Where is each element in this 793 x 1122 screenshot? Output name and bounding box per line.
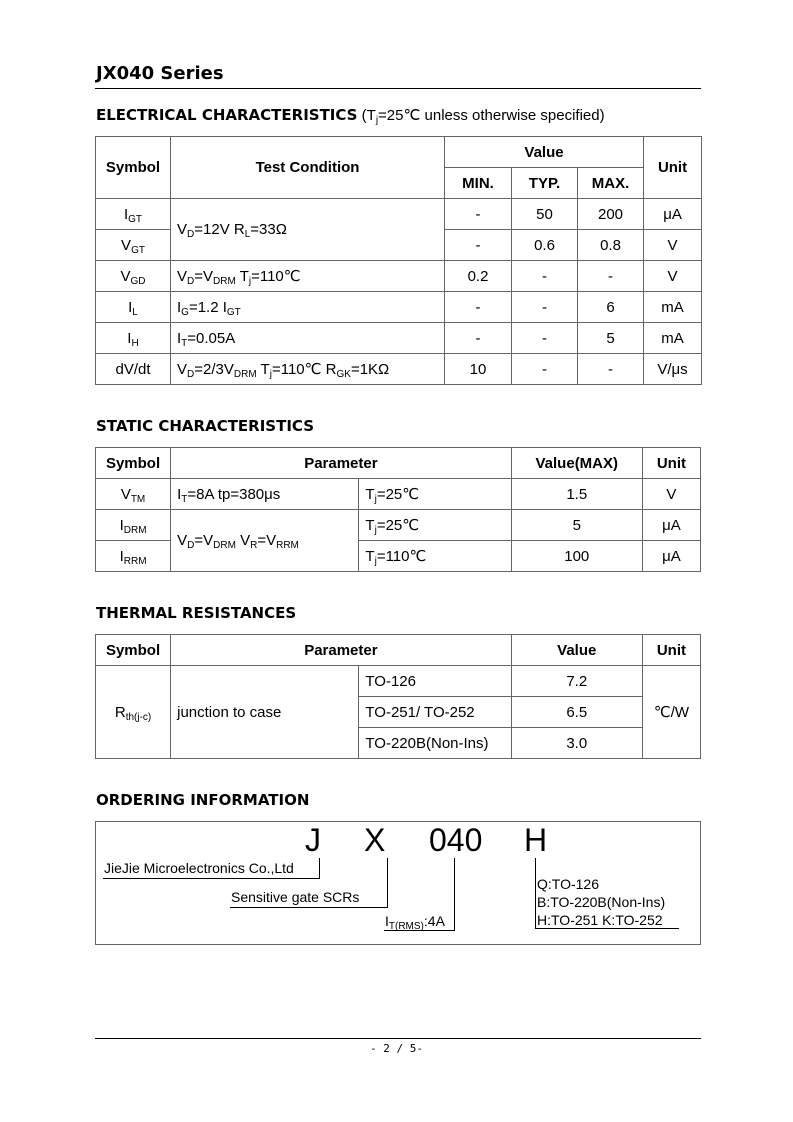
package-option-q: Q:TO-126 <box>537 876 599 892</box>
code-letter-x: X <box>364 822 386 858</box>
code-letter-h: H <box>524 822 548 858</box>
symbol-cell: $I_{RRM}$ <box>96 541 171 572</box>
unit-cell: V <box>644 261 702 292</box>
header-value: Value(MAX) <box>511 448 642 479</box>
max-cell: 200 <box>578 199 644 230</box>
code-number-040: 040 <box>429 822 483 858</box>
header-min: MIN. <box>445 168 512 199</box>
typ-cell: - <box>512 354 578 385</box>
header-typ: TYP. <box>512 168 578 199</box>
type-underline <box>230 907 388 908</box>
temperature-cell: $T_j=25℃$ <box>359 479 511 510</box>
max-cell: 6 <box>578 292 644 323</box>
max-cell: - <box>578 354 644 385</box>
ordering-section-title: ORDERING INFORMATION <box>96 791 310 809</box>
thermal-section-title: THERMAL RESISTANCES <box>96 604 297 622</box>
condition-cell: $V_D=2/3V_{DRM}$ $T_j=110℃$ $R_{GK}=1K\Omega$ <box>171 354 445 385</box>
value-cell: 6.5 <box>511 697 642 728</box>
electrical-title-text: ELECTRICAL CHARACTERISTICS <box>96 106 358 124</box>
table-row <box>96 510 701 541</box>
table-row <box>96 479 701 510</box>
package-cell: TO-220B(Non-Ins) <box>359 728 511 759</box>
max-cell: 0.8 <box>578 230 644 261</box>
company-label: JieJie Microelectronics Co.,Ltd <box>104 860 294 876</box>
code-letter-j: J <box>305 822 321 858</box>
min-cell: - <box>445 323 512 354</box>
condition-cell: $I_T=8A$ tp=380μs <box>171 479 359 510</box>
type-label: Sensitive gate SCRs <box>231 889 360 905</box>
condition-cell: $I_G=1.2$ $I_{GT}$ <box>171 292 445 323</box>
min-cell: - <box>445 199 512 230</box>
header-symbol: Symbol <box>96 448 171 479</box>
table-row <box>96 199 702 230</box>
x-leader-line <box>387 858 388 908</box>
typ-cell: - <box>512 261 578 292</box>
header-unit: Unit <box>642 635 700 666</box>
header-rule <box>95 88 701 89</box>
table-row <box>96 292 702 323</box>
symbol-cell: $V_{GD}$ <box>96 261 171 292</box>
static-table <box>95 447 701 572</box>
unit-cell: μA <box>642 510 700 541</box>
unit-cell: μA <box>644 199 702 230</box>
header-parameter: Parameter <box>171 448 512 479</box>
typ-cell: 0.6 <box>512 230 578 261</box>
electrical-title-note: ($T_j=25℃$ unless otherwise specified) <box>357 107 605 126</box>
typ-cell: 50 <box>512 199 578 230</box>
package-leader-line <box>535 858 536 928</box>
min-cell: 10 <box>445 354 512 385</box>
max-cell: - <box>578 261 644 292</box>
unit-cell: V <box>644 230 702 261</box>
unit-cell: μA <box>642 541 700 572</box>
table-row <box>96 323 702 354</box>
min-cell: 0.2 <box>445 261 512 292</box>
header-unit: Unit <box>642 448 700 479</box>
header-unit: Unit <box>644 137 702 199</box>
table-row <box>96 261 702 292</box>
value-cell: 5 <box>511 510 642 541</box>
thermal-table <box>95 634 701 759</box>
temperature-cell: $T_j=25℃$ <box>359 510 511 541</box>
footer-rule <box>95 1038 701 1039</box>
condition-cell: $V_D=12V$ $R_L=33\Omega$ <box>171 199 445 261</box>
symbol-cell: $I_{DRM}$ <box>96 510 171 541</box>
unit-cell: V/μs <box>644 354 702 385</box>
header-value: Value <box>511 635 642 666</box>
symbol-cell: dV/dt <box>96 354 171 385</box>
symbol-cell: $V_{GT}$ <box>96 230 171 261</box>
current-leader-line <box>454 858 455 930</box>
value-cell: 1.5 <box>511 479 642 510</box>
package-cell: TO-251/ TO-252 <box>359 697 511 728</box>
min-cell: - <box>445 230 512 261</box>
unit-cell: ℃/W <box>642 666 700 759</box>
package-option-h-k: H:TO-251 K:TO-252 <box>537 912 663 928</box>
max-cell: 5 <box>578 323 644 354</box>
header-max: MAX. <box>578 168 644 199</box>
value-cell: 7.2 <box>511 666 642 697</box>
table-row <box>96 354 702 385</box>
package-underline <box>535 928 679 929</box>
header-symbol: Symbol <box>96 635 171 666</box>
electrical-section-title <box>96 106 605 124</box>
header-value: Value <box>445 137 644 168</box>
header-parameter: Parameter <box>171 635 512 666</box>
unit-cell: mA <box>644 292 702 323</box>
current-underline <box>384 930 455 931</box>
package-cell: TO-126 <box>359 666 511 697</box>
unit-cell: mA <box>644 323 702 354</box>
current-label: $I_{T(RMS)}:4A$ <box>385 913 445 932</box>
j-leader-line <box>319 858 320 878</box>
parameter-cell: junction to case <box>171 666 359 759</box>
header-test-condition: Test Condition <box>171 137 445 199</box>
min-cell: - <box>445 292 512 323</box>
symbol-cell: $R_{th(j-c)}$ <box>96 666 171 759</box>
condition-cell: $V_D=V_{DRM}$ $V_R=V_{RRM}$ <box>171 510 359 572</box>
value-cell: 3.0 <box>511 728 642 759</box>
typ-cell: - <box>512 323 578 354</box>
value-cell: 100 <box>511 541 642 572</box>
symbol-cell: $I_{GT}$ <box>96 199 171 230</box>
page-number: - 2 / 5- <box>370 1042 423 1055</box>
symbol-cell: $I_L$ <box>96 292 171 323</box>
unit-cell: V <box>642 479 700 510</box>
symbol-cell: $V_{TM}$ <box>96 479 171 510</box>
typ-cell: - <box>512 292 578 323</box>
series-title: JX040 Series <box>96 63 224 84</box>
temperature-cell: $T_j=110℃$ <box>359 541 511 572</box>
condition-cell: $I_T=0.05A$ <box>171 323 445 354</box>
static-section-title: STATIC CHARACTERISTICS <box>96 417 315 435</box>
electrical-table <box>95 136 702 385</box>
package-option-b: B:TO-220B(Non-Ins) <box>537 894 666 910</box>
table-row <box>96 666 701 697</box>
header-symbol: Symbol <box>96 137 171 199</box>
condition-cell: $V_D=V_{DRM}$ $T_j=110℃$ <box>171 261 445 292</box>
symbol-cell: $I_H$ <box>96 323 171 354</box>
company-underline <box>103 878 320 879</box>
